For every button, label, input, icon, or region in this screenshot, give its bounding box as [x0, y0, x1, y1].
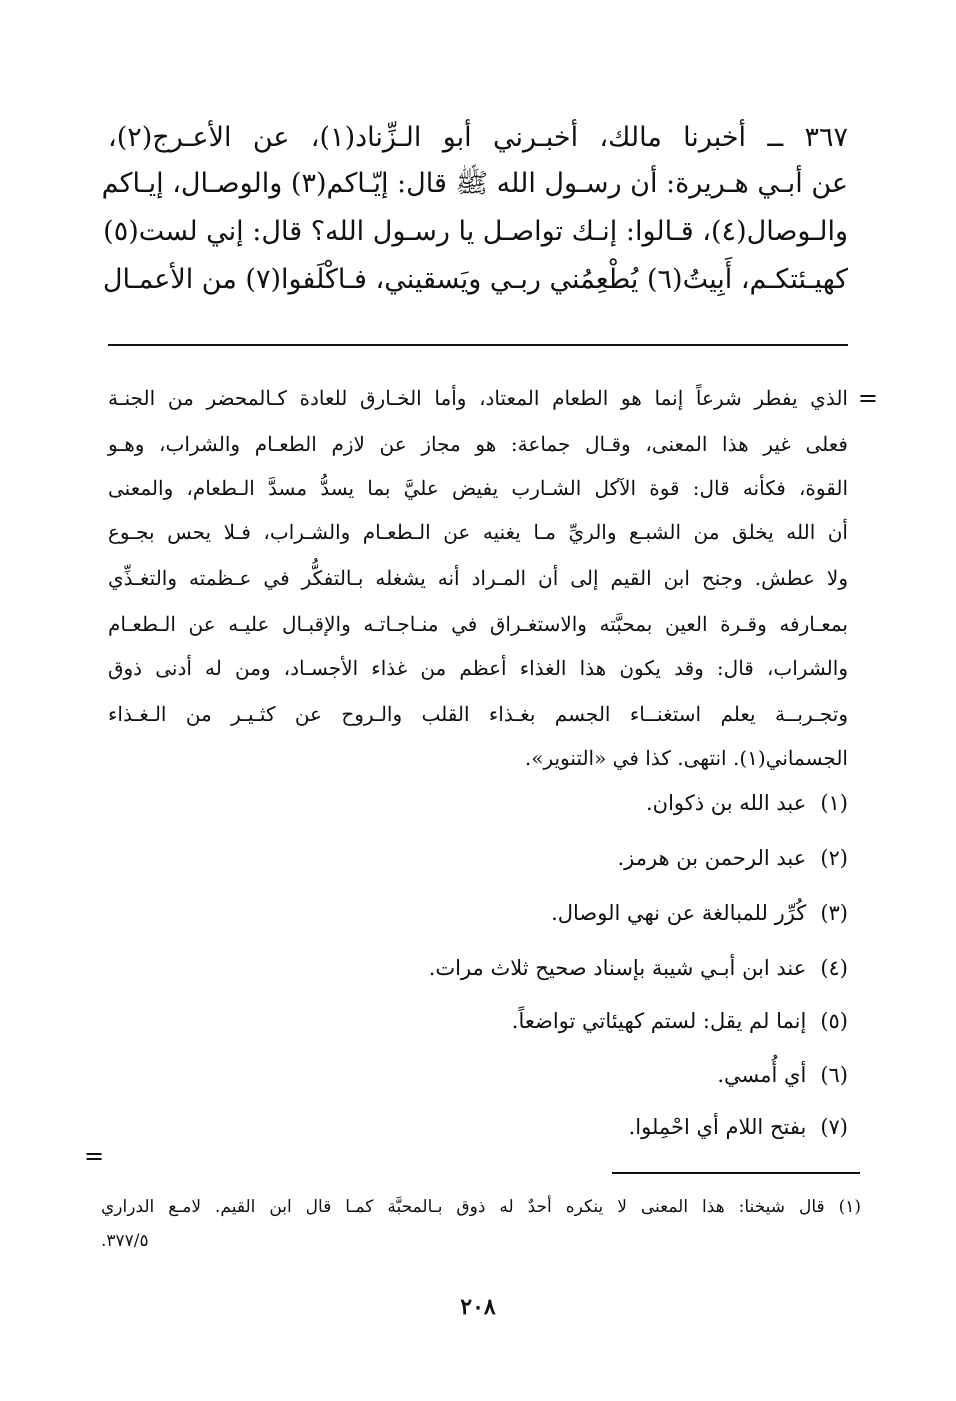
footnote-number: (٣)	[820, 901, 848, 925]
page-footnote-line	[101, 1224, 861, 1258]
footnote-number: (٧)	[820, 1115, 848, 1139]
commentary-line: فعلى غير هذا المعنى، وقـال جماعة: هو مجاز عن لازم الطعـام والشراب، وهـو	[108, 432, 848, 456]
commentary-line: والشراب، قال: وقد يكون هذا الغذاء أعظم من غذاء الأجسـاد، ومن له أدنى ذوق	[108, 656, 848, 680]
page-footnote-divider	[612, 1172, 860, 1174]
commentary-line: ولا عطش. وجنح ابن القيم إلى أن المـراد أنه يشغله بـالتفكُّر في عـظمته والتغـذِّي	[108, 566, 848, 590]
footnote-number: (٢)	[820, 846, 848, 870]
footnote-item	[551, 886, 848, 941]
footnote-text: بفتح اللام أي احْمِلوا.	[628, 1115, 807, 1139]
commentary-continuation-marker: =	[857, 384, 878, 412]
footnote-number: (١)	[820, 791, 848, 815]
footnote-text: عبد الرحمن بن هرمز.	[617, 846, 807, 870]
footnote-number: (٤)	[820, 956, 848, 980]
footnote-item	[512, 994, 848, 1049]
commentary-line: الجسماني(١). انتهى. كذا في «التنوير».	[524, 746, 848, 770]
footnote-text: عند ابن أبـي شيبة بإسناد صحيح ثلاث مرات.	[428, 956, 807, 980]
main-text-divider	[108, 344, 848, 346]
commentary-line: بمعـارفه وقـرة العين بمحبَّته والاستغـراق في منـاجـاتـه والإقبـال عليـه عن الـطعـام	[108, 612, 848, 636]
main-text-line: عن أبـي هـريرة: أن رسـول الله ﷺ قال: إيّـاكم(٣) والوصـال، إيـاكم	[101, 168, 848, 199]
footnote-number: (٦)	[820, 1063, 848, 1087]
footnote-item	[646, 776, 848, 831]
footnote-item	[717, 1048, 848, 1103]
page-footnote-citation: ٣٧٧/٥.	[101, 1231, 149, 1251]
continuation-marker: =	[84, 1142, 105, 1170]
footnote-item	[617, 831, 848, 886]
footnote-text: عبد الله بن ذكوان.	[645, 791, 807, 815]
commentary-line: القوة، فكأنه قال: قوة الآكل الشـارب يفيض عليَّ بما يسدُّ مسدَّ الـطعام، والمعنى	[108, 476, 848, 500]
commentary-line: وتجـربــة يعلم استغنــاء الجسم بغـذاء القلب والـروح عن كثـيـر من الـغـذاء	[108, 702, 848, 726]
main-text-line: والـوصال(٤)، قـالوا: إنـك تواصـل يا رسـول الله؟ قال: إني لست(٥)	[103, 216, 848, 247]
page-number: ٢٠٨	[460, 1294, 496, 1320]
footnote-text: أي أُمسي.	[717, 1063, 807, 1087]
commentary-line: أن الله يخلق من الشبـع والريِّ مـا يغنيه عن الـطعـام والشـراب، فـلا يحس بجـوع	[108, 520, 848, 544]
footnote-item	[429, 941, 848, 996]
page-footnote-line: (١) قال شيخنا: هذا المعنى لا ينكره أحدٌ له ذوق بـالمحبَّة كمـا قال ابن القيم. لامـع الدراري	[101, 1197, 861, 1217]
main-text-line: كهيـئتكـم، أَبِيتُ(٦) يُطْعِمُني ربـي ويَسقيني، فـاكْلَفوا(٧) من الأعمـال	[102, 264, 848, 295]
footnote-item	[629, 1100, 848, 1155]
commentary-line: الذي يفطر شرعاً إنما هو الطعام المعتاد، وأما الخـارق للعادة كـالمحضر من الجنـة	[108, 386, 848, 410]
footnote-text: إنما لم يقل: لستم كهيئاتي تواضعاً.	[511, 1009, 807, 1033]
footnote-number: (٥)	[820, 1009, 848, 1033]
main-text-line: ٣٦٧ ــ أخبرنا مالك، أخبـرني أبو الـزِّناد(١)، عن الأعـرج(٢)،	[108, 122, 848, 153]
footnote-text: كُرِّر للمبالغة عن نهي الوصال.	[551, 901, 807, 925]
